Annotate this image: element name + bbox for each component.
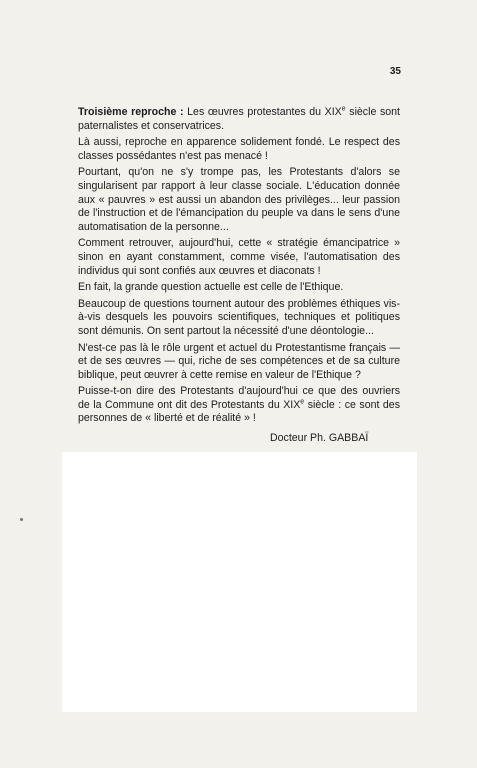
paragraph-2: Là aussi, reproche en apparence solidement fondé. Le respect des classes possédantes n'est pas menacé ! [78,136,400,162]
paragraph-7: N'est-ce pas là le rôle urgent et actuel du Protestantisme français — et de ses œuvres — qui, riche de ses compétences et de sa culture biblique, peut œuvrer à cette remise en valeur de l'Ethique ? [78,341,400,381]
paragraph-4: Comment retrouver, aujourd'hui, cette « stratégie émancipatrice » sinon en ayant constamment, comme visée, l'automatisation des individus qui sont confiés aux œuvres et diaconats ! [78,237,400,277]
superscript: e [300,398,305,406]
paragraph-3: Pourtant, qu'on ne s'y trompe pas, les Protestants d'alors se singularisent par rapport à leur classe sociale. L'éducation donnée aux « pauvres » est aussi un abandon des privilèges... leur passion de l'instruction et de l'émancipation du peuple va dans le sens d'une automatisation de la personne... [78,166,400,233]
paragraph-5: En fait, la grande question actuelle est celle de l'Ethique. [78,281,344,294]
paragraph-text-tail: siècle sont paternalistes et conservatrices. [78,106,400,132]
signature: Docteur Ph. GABBAÏ [270,432,369,444]
paragraph-text: Les œuvres protestantes du XIX [183,106,342,118]
paragraph-text: Puisse-t-on dire des Protestants d'aujourd'hui ce que des ouvriers de la Commune ont dit des Protestants du XIX [78,385,400,411]
margin-mark [20,518,23,521]
superscript: e [341,105,346,113]
paragraph-lead: Troisième reproche : [78,106,184,118]
paragraph-text-tail: siècle : ce sont des personnes de « liberté et de réalité » ! [78,398,400,425]
blank-panel [62,452,417,712]
paragraph-8 [78,385,400,426]
paragraph-6: Beaucoup de questions tournent autour des problèmes éthiques vis-à-vis desquels les pouvoirs scientifiques, techniques et politiques sont démunis. On sent partout la nécessité d'une déontologie... [78,297,400,337]
article-body [78,106,400,429]
page-number: 35 [389,66,401,77]
paragraph-1 [78,106,400,133]
